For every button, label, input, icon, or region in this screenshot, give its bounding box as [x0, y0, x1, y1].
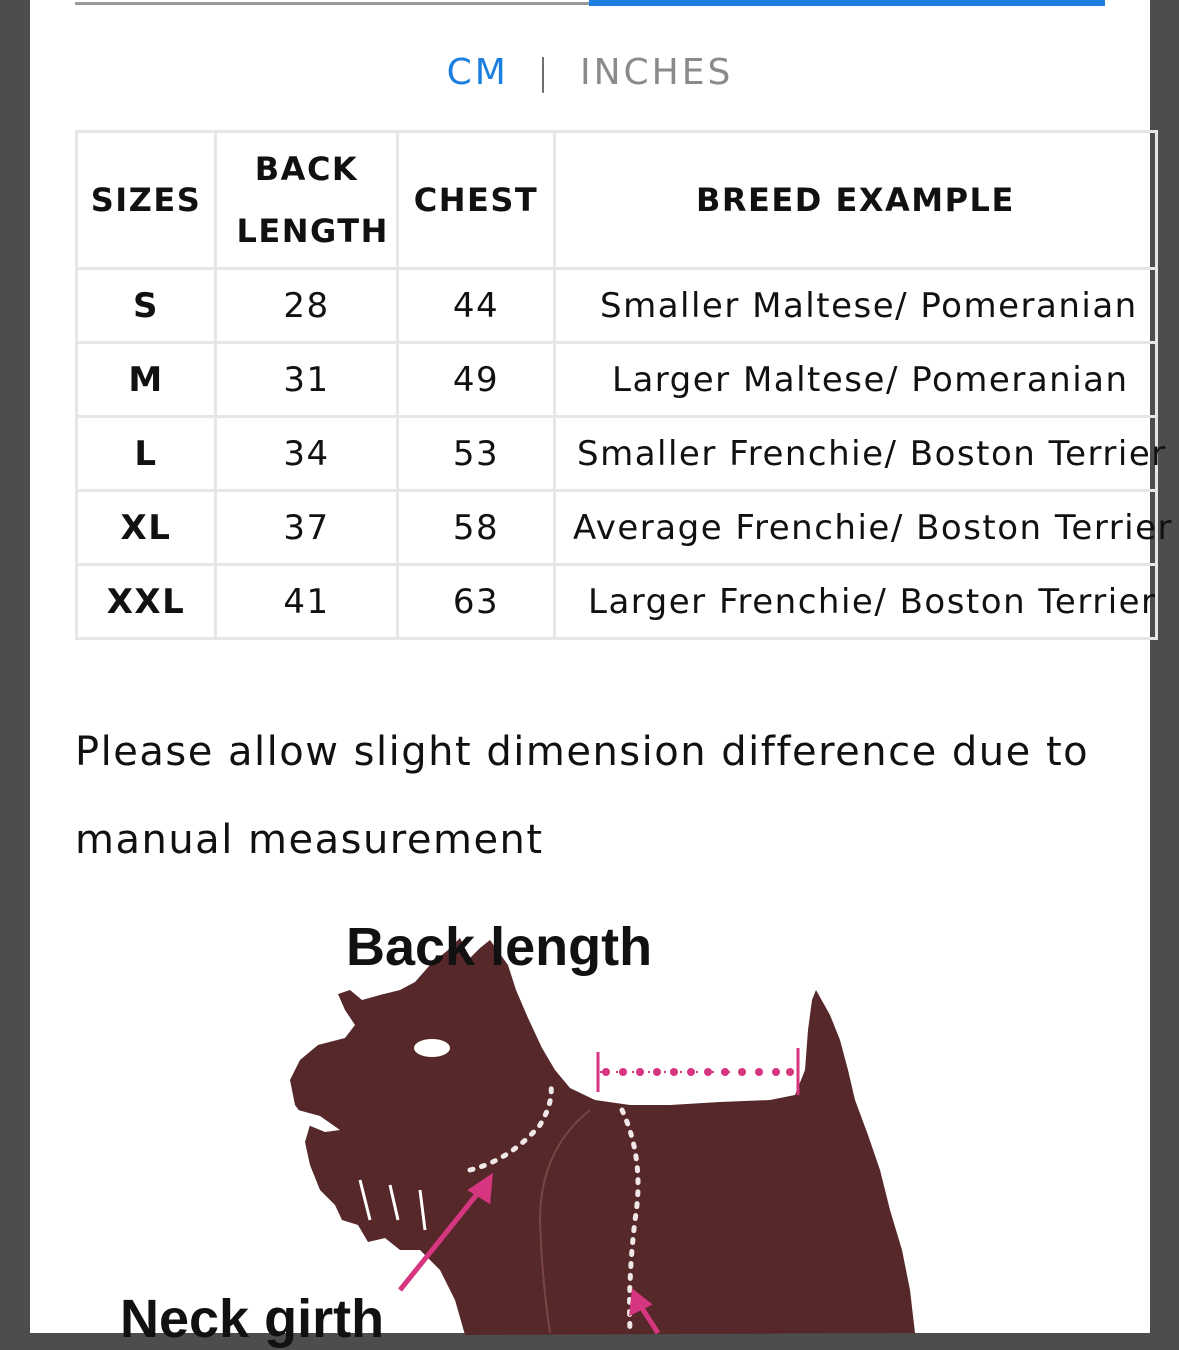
- back-length-cell: 41: [216, 565, 398, 639]
- header-sizes: SIZES: [77, 132, 216, 269]
- chest-cell: 49: [398, 343, 555, 417]
- unit-inches-option[interactable]: INCHES: [579, 52, 734, 93]
- unit-toggle: [30, 52, 1150, 93]
- breed-cell: Larger Frenchie/ Boston Terrier: [555, 565, 1157, 639]
- size-cell: XXL: [77, 565, 216, 639]
- table-row: [77, 565, 1157, 639]
- back-length-cell: 28: [216, 269, 398, 343]
- dog-measurement-diagram: [120, 917, 1010, 1349]
- back-length-cell: 31: [216, 343, 398, 417]
- breed-cell: Smaller Frenchie/ Boston Terrier: [555, 417, 1157, 491]
- chest-cell: 44: [398, 269, 555, 343]
- breed-cell: Larger Maltese/ Pomeranian: [555, 343, 1157, 417]
- header-chest: CHEST: [398, 132, 555, 269]
- breed-cell: Average Frenchie/ Boston Terrier: [555, 491, 1157, 565]
- tab-indicator: [75, 0, 1105, 6]
- size-cell: M: [77, 343, 216, 417]
- table-row: [77, 343, 1157, 417]
- back-length-cell: 37: [216, 491, 398, 565]
- table-row: [77, 491, 1157, 565]
- back-length-cell: 34: [216, 417, 398, 491]
- chest-cell: 58: [398, 491, 555, 565]
- measurement-note: Please allow slight dimension difference due to manual measurement: [75, 729, 1090, 863]
- header-back-length-text: BACK LENGTH: [236, 150, 389, 250]
- tab-inactive-underline[interactable]: [75, 2, 589, 5]
- size-cell: S: [77, 269, 216, 343]
- dog-eye: [414, 1039, 450, 1057]
- size-chart-table: [75, 130, 1174, 658]
- back-length-label: Back length: [346, 917, 653, 977]
- dog-silhouette-illustration: [250, 920, 1010, 1333]
- tab-active-underline[interactable]: [589, 0, 1105, 6]
- unit-cm-option[interactable]: CM: [446, 52, 509, 93]
- table-row: [77, 417, 1157, 491]
- chest-cell: 63: [398, 565, 555, 639]
- header-breed-example: BREED EXAMPLE: [555, 132, 1157, 269]
- unit-separator: |: [536, 52, 552, 93]
- table-header-row: [77, 132, 1157, 269]
- page: [30, 0, 1174, 1349]
- neck-girth-label: Neck girth: [120, 1289, 385, 1349]
- chest-cell: 53: [398, 417, 555, 491]
- table-row: [77, 269, 1157, 343]
- breed-cell: Smaller Maltese/ Pomeranian: [555, 269, 1157, 343]
- size-cell: XL: [77, 491, 216, 565]
- header-back-length: [216, 132, 398, 269]
- size-cell: L: [77, 417, 216, 491]
